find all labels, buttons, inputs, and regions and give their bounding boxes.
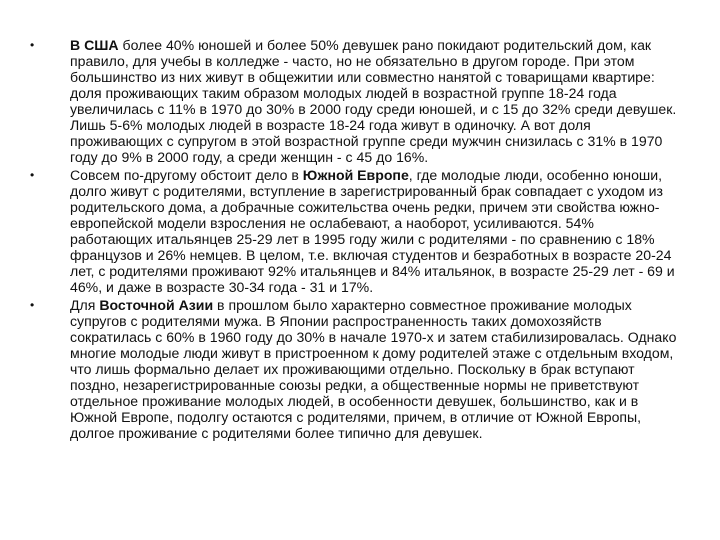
bold-term-south-europe: Южной Европе (302, 167, 409, 183)
bullet-item-east-asia (30, 297, 680, 441)
bullet-marker: • (30, 38, 35, 52)
bullet-text-south-europe (70, 167, 675, 295)
bullet-item-usa (30, 37, 680, 165)
paragraph-text-after: в прошлом было характерно совместное проживание молодых супругов с родителями мужа. В Японии распространенность таких домохозяйств сократилась с 60% в 1960 году до 30% в начале 1970-х и затем стабилизировалась. Однако многие молодые люди живут в пристроенном к дому родителей этаже с отдельным входом, что лишь формально делает их проживающими отдельно. Поскольку в брак вступают поздно, незарегистрированные союзы редки, а общественные нормы не приветствуют отдельное проживание молодых людей, в особенности девушек, большинство, как и в Южной Европе, подолгу остаются с родителями, причем, в отличие от Южной Европы, долгое проживание с родителями более типично для девушек. (70, 297, 677, 441)
bullet-item-south-europe (30, 167, 680, 295)
bold-term-east-asia: Восточной Азии (99, 297, 214, 313)
bullet-text-usa (70, 37, 676, 165)
bullet-marker: • (30, 168, 35, 182)
bullet-list (30, 37, 680, 441)
paragraph-text-before: Совсем по-другому обстоит дело в (70, 167, 303, 183)
paragraph-text-before: Для (70, 297, 100, 313)
bold-heading-usa: В США (70, 37, 119, 53)
paragraph-text-usa: более 40% юношей и более 50% девушек рано покидают родительский дом, как правило, для учебы в колледже - часто, но не обязательно в другом городе. При этом большинство из них живут в общежитии или совместно нанятой с товарищами квартире: доля проживающих таким образом молодых людей в возрастной группе 18-24 года увеличилась с 11% в 1970 до 30% в 2000 году среди юношей, и с 15 до 32% среди девушек. Лишь 5-6% молодых людей в возрасте 18-24 года живут в одиночку. А вот доля проживающих с супругом в этой возрастной группе среди мужчин снизилась с 31% в 1970 году до 9% в 2000 году, а среди женщин - с 45 до 16%. (70, 37, 677, 165)
bullet-text-east-asia (70, 297, 676, 441)
paragraph-text-after: , где молодые люди, особенно юноши, долго живут с родителями, вступление в зарегистрированный брак совпадает с уходом из родительского дома, а добрачные сожительства очень редки, причем эти свойства южно-европейской модели взросления не ослабевают, а наоборот, усиливаются. 54% работающих итальянцев 25-29 лет в 1995 году жили с родителями - по сравнению с 18% французов и 26% немцев. В целом, т.е. включая студентов и безработных в возрасте 20-24 лет, с родителями проживают 92% итальянцев и 84% итальянок, в возрасте 25-29 лет - 69 и 46%, и даже в возрасте 30-34 года - 31 и 17%. (70, 167, 675, 295)
bullet-marker: • (30, 298, 35, 312)
